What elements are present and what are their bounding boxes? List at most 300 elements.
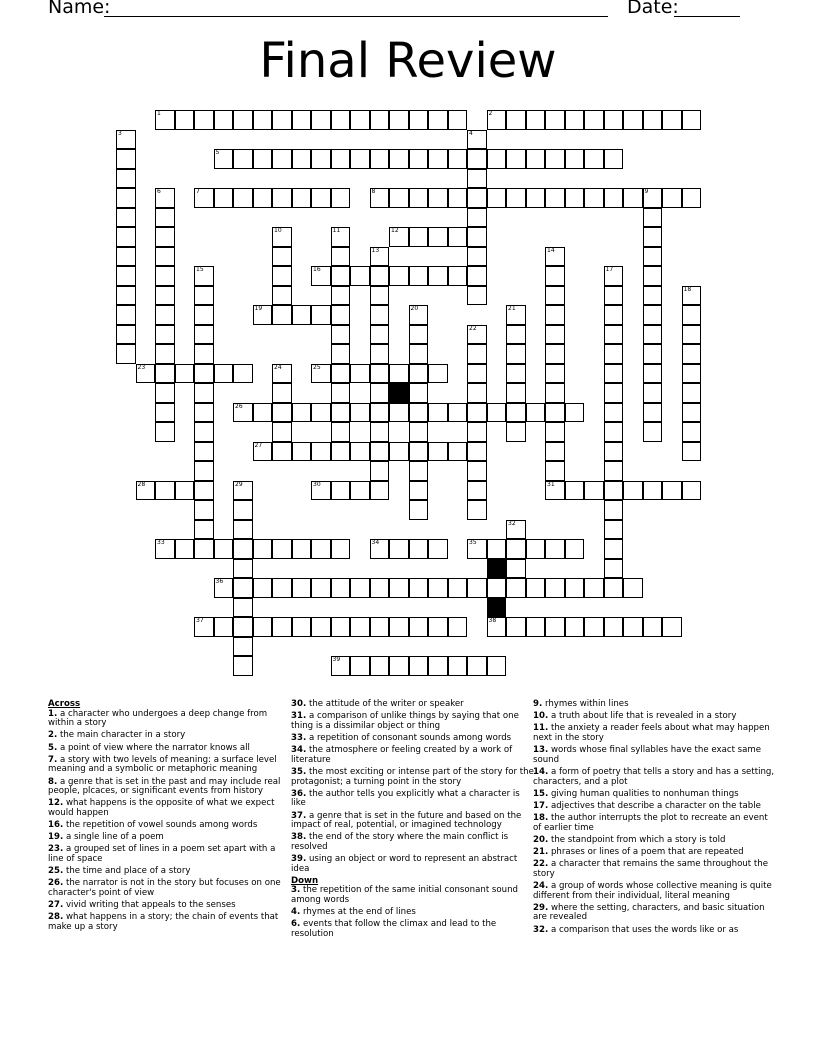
grid-cell[interactable] bbox=[331, 110, 351, 130]
grid-cell[interactable] bbox=[194, 617, 214, 637]
grid-cell[interactable] bbox=[428, 656, 448, 676]
grid-cell[interactable] bbox=[545, 539, 565, 559]
grid-cell[interactable] bbox=[584, 149, 604, 169]
grid-cell[interactable] bbox=[272, 286, 292, 306]
grid-cell[interactable] bbox=[584, 481, 604, 501]
grid-cell[interactable] bbox=[682, 481, 702, 501]
grid-cell[interactable] bbox=[545, 110, 565, 130]
grid-cell[interactable] bbox=[662, 617, 682, 637]
grid-cell[interactable] bbox=[448, 617, 468, 637]
grid-cell[interactable] bbox=[565, 578, 585, 598]
grid-cell[interactable] bbox=[292, 539, 312, 559]
grid-cell[interactable] bbox=[331, 383, 351, 403]
grid-cell[interactable] bbox=[682, 325, 702, 345]
grid-cell[interactable] bbox=[604, 578, 624, 598]
grid-cell[interactable] bbox=[467, 578, 487, 598]
grid-cell[interactable] bbox=[370, 481, 390, 501]
grid-cell[interactable] bbox=[272, 247, 292, 267]
grid-cell[interactable] bbox=[194, 305, 214, 325]
grid-cell[interactable] bbox=[409, 403, 429, 423]
grid-cell[interactable] bbox=[448, 656, 468, 676]
grid-cell[interactable] bbox=[331, 656, 351, 676]
grid-cell[interactable] bbox=[467, 656, 487, 676]
grid-cell[interactable] bbox=[682, 344, 702, 364]
grid-cell[interactable] bbox=[389, 188, 409, 208]
grid-cell[interactable] bbox=[253, 617, 273, 637]
grid-cell[interactable] bbox=[370, 110, 390, 130]
grid-cell[interactable] bbox=[292, 442, 312, 462]
grid-cell[interactable] bbox=[506, 110, 526, 130]
grid-cell[interactable] bbox=[116, 344, 136, 364]
grid-cell[interactable] bbox=[350, 149, 370, 169]
grid-cell[interactable] bbox=[545, 286, 565, 306]
grid-cell[interactable] bbox=[448, 403, 468, 423]
grid-cell[interactable] bbox=[311, 305, 331, 325]
grid-cell[interactable] bbox=[604, 403, 624, 423]
grid-cell[interactable] bbox=[584, 188, 604, 208]
grid-cell[interactable] bbox=[331, 188, 351, 208]
grid-cell[interactable] bbox=[604, 188, 624, 208]
grid-cell[interactable] bbox=[194, 442, 214, 462]
grid-cell[interactable] bbox=[448, 578, 468, 598]
grid-cell[interactable] bbox=[311, 266, 331, 286]
grid-cell[interactable] bbox=[116, 149, 136, 169]
grid-cell[interactable] bbox=[214, 364, 234, 384]
grid-cell[interactable] bbox=[604, 364, 624, 384]
grid-cell[interactable] bbox=[506, 578, 526, 598]
grid-cell[interactable] bbox=[506, 364, 526, 384]
grid-cell[interactable] bbox=[545, 188, 565, 208]
grid-cell[interactable] bbox=[389, 539, 409, 559]
grid-cell[interactable] bbox=[428, 403, 448, 423]
grid-cell[interactable] bbox=[487, 403, 507, 423]
grid-cell[interactable] bbox=[253, 442, 273, 462]
grid-cell[interactable] bbox=[526, 403, 546, 423]
grid-cell[interactable] bbox=[116, 247, 136, 267]
grid-cell[interactable] bbox=[409, 442, 429, 462]
grid-cell[interactable] bbox=[292, 578, 312, 598]
grid-cell[interactable] bbox=[370, 442, 390, 462]
grid-cell[interactable] bbox=[155, 422, 175, 442]
grid-cell[interactable] bbox=[194, 403, 214, 423]
grid-cell[interactable] bbox=[467, 539, 487, 559]
grid-cell[interactable] bbox=[350, 442, 370, 462]
grid-cell[interactable] bbox=[643, 227, 663, 247]
grid-cell[interactable] bbox=[526, 149, 546, 169]
grid-cell[interactable] bbox=[428, 442, 448, 462]
grid-cell[interactable] bbox=[409, 344, 429, 364]
grid-cell[interactable] bbox=[428, 188, 448, 208]
grid-cell[interactable] bbox=[389, 364, 409, 384]
grid-cell[interactable] bbox=[331, 344, 351, 364]
grid-cell[interactable] bbox=[233, 403, 253, 423]
grid-cell[interactable] bbox=[409, 617, 429, 637]
grid-cell[interactable] bbox=[604, 305, 624, 325]
grid-cell[interactable] bbox=[604, 422, 624, 442]
grid-cell[interactable] bbox=[292, 617, 312, 637]
grid-cell[interactable] bbox=[272, 617, 292, 637]
grid-cell[interactable] bbox=[506, 403, 526, 423]
grid-cell[interactable] bbox=[545, 149, 565, 169]
grid-cell[interactable] bbox=[311, 481, 331, 501]
grid-cell[interactable] bbox=[389, 227, 409, 247]
grid-cell[interactable] bbox=[409, 481, 429, 501]
grid-cell[interactable] bbox=[467, 169, 487, 189]
grid-cell[interactable] bbox=[506, 559, 526, 579]
grid-cell[interactable] bbox=[604, 344, 624, 364]
grid-cell[interactable] bbox=[331, 286, 351, 306]
grid-cell[interactable] bbox=[136, 481, 156, 501]
grid-cell[interactable] bbox=[233, 559, 253, 579]
grid-cell[interactable] bbox=[409, 325, 429, 345]
grid-cell[interactable] bbox=[175, 110, 195, 130]
grid-cell[interactable] bbox=[389, 266, 409, 286]
grid-cell[interactable] bbox=[311, 364, 331, 384]
grid-cell[interactable] bbox=[526, 617, 546, 637]
grid-cell[interactable] bbox=[272, 227, 292, 247]
grid-cell[interactable] bbox=[487, 188, 507, 208]
grid-cell[interactable] bbox=[253, 149, 273, 169]
grid-cell[interactable] bbox=[194, 500, 214, 520]
grid-cell[interactable] bbox=[155, 305, 175, 325]
grid-cell[interactable] bbox=[116, 130, 136, 150]
grid-cell[interactable] bbox=[155, 110, 175, 130]
grid-cell[interactable] bbox=[545, 383, 565, 403]
grid-cell[interactable] bbox=[506, 383, 526, 403]
grid-cell[interactable] bbox=[155, 403, 175, 423]
grid-cell[interactable] bbox=[155, 344, 175, 364]
grid-cell[interactable] bbox=[155, 266, 175, 286]
grid-cell[interactable] bbox=[604, 149, 624, 169]
grid-cell[interactable] bbox=[331, 266, 351, 286]
grid-cell[interactable] bbox=[292, 149, 312, 169]
grid-cell[interactable] bbox=[214, 110, 234, 130]
grid-cell[interactable] bbox=[350, 364, 370, 384]
grid-cell[interactable] bbox=[175, 481, 195, 501]
grid-cell[interactable] bbox=[545, 325, 565, 345]
grid-cell[interactable] bbox=[467, 325, 487, 345]
grid-cell[interactable] bbox=[506, 305, 526, 325]
grid-cell[interactable] bbox=[506, 325, 526, 345]
grid-cell[interactable] bbox=[233, 617, 253, 637]
grid-cell[interactable] bbox=[643, 364, 663, 384]
grid-cell[interactable] bbox=[643, 110, 663, 130]
grid-cell[interactable] bbox=[331, 364, 351, 384]
grid-cell[interactable] bbox=[428, 149, 448, 169]
grid-cell[interactable] bbox=[428, 227, 448, 247]
grid-cell[interactable] bbox=[682, 442, 702, 462]
grid-cell[interactable] bbox=[506, 617, 526, 637]
grid-cell[interactable] bbox=[604, 461, 624, 481]
grid-cell[interactable] bbox=[253, 188, 273, 208]
grid-cell[interactable] bbox=[389, 617, 409, 637]
grid-cell[interactable] bbox=[194, 188, 214, 208]
grid-cell[interactable] bbox=[467, 188, 487, 208]
grid-cell[interactable] bbox=[448, 266, 468, 286]
grid-cell[interactable] bbox=[565, 188, 585, 208]
grid-cell[interactable] bbox=[272, 442, 292, 462]
grid-cell[interactable] bbox=[467, 149, 487, 169]
grid-cell[interactable] bbox=[370, 617, 390, 637]
grid-cell[interactable] bbox=[194, 481, 214, 501]
grid-cell[interactable] bbox=[448, 110, 468, 130]
grid-cell[interactable] bbox=[155, 208, 175, 228]
grid-cell[interactable] bbox=[545, 422, 565, 442]
grid-cell[interactable] bbox=[448, 227, 468, 247]
grid-cell[interactable] bbox=[604, 520, 624, 540]
grid-cell[interactable] bbox=[272, 578, 292, 598]
grid-cell[interactable] bbox=[370, 422, 390, 442]
grid-cell[interactable] bbox=[643, 208, 663, 228]
grid-cell[interactable] bbox=[311, 403, 331, 423]
grid-cell[interactable] bbox=[682, 305, 702, 325]
grid-cell[interactable] bbox=[370, 539, 390, 559]
grid-cell[interactable] bbox=[604, 500, 624, 520]
grid-cell[interactable] bbox=[526, 188, 546, 208]
grid-cell[interactable] bbox=[331, 247, 351, 267]
grid-cell[interactable] bbox=[506, 188, 526, 208]
grid-cell[interactable] bbox=[194, 461, 214, 481]
grid-cell[interactable] bbox=[506, 520, 526, 540]
grid-cell[interactable] bbox=[155, 286, 175, 306]
grid-cell[interactable] bbox=[116, 325, 136, 345]
grid-cell[interactable] bbox=[233, 637, 253, 657]
grid-cell[interactable] bbox=[175, 539, 195, 559]
grid-cell[interactable] bbox=[643, 617, 663, 637]
grid-cell[interactable] bbox=[155, 227, 175, 247]
grid-cell[interactable] bbox=[409, 305, 429, 325]
grid-cell[interactable] bbox=[194, 422, 214, 442]
grid-cell[interactable] bbox=[487, 656, 507, 676]
grid-cell[interactable] bbox=[155, 481, 175, 501]
grid-cell[interactable] bbox=[506, 539, 526, 559]
grid-cell[interactable] bbox=[233, 364, 253, 384]
grid-cell[interactable] bbox=[214, 188, 234, 208]
grid-cell[interactable] bbox=[467, 461, 487, 481]
grid-cell[interactable] bbox=[331, 305, 351, 325]
grid-cell[interactable] bbox=[194, 286, 214, 306]
grid-cell[interactable] bbox=[409, 227, 429, 247]
grid-cell[interactable] bbox=[682, 188, 702, 208]
grid-cell[interactable] bbox=[467, 383, 487, 403]
grid-cell[interactable] bbox=[116, 227, 136, 247]
grid-cell[interactable] bbox=[467, 500, 487, 520]
grid-cell[interactable] bbox=[545, 442, 565, 462]
grid-cell[interactable] bbox=[155, 188, 175, 208]
grid-cell[interactable] bbox=[155, 247, 175, 267]
grid-cell[interactable] bbox=[604, 266, 624, 286]
grid-cell[interactable] bbox=[643, 481, 663, 501]
grid-cell[interactable] bbox=[331, 481, 351, 501]
grid-cell[interactable] bbox=[682, 286, 702, 306]
grid-cell[interactable] bbox=[467, 364, 487, 384]
grid-cell[interactable] bbox=[409, 578, 429, 598]
grid-cell[interactable] bbox=[565, 481, 585, 501]
grid-cell[interactable] bbox=[545, 344, 565, 364]
grid-cell[interactable] bbox=[604, 559, 624, 579]
grid-cell[interactable] bbox=[604, 110, 624, 130]
grid-cell[interactable] bbox=[233, 656, 253, 676]
grid-cell[interactable] bbox=[428, 539, 448, 559]
grid-cell[interactable] bbox=[331, 403, 351, 423]
grid-cell[interactable] bbox=[194, 364, 214, 384]
grid-cell[interactable] bbox=[272, 364, 292, 384]
grid-cell[interactable] bbox=[506, 422, 526, 442]
grid-cell[interactable] bbox=[526, 578, 546, 598]
grid-cell[interactable] bbox=[604, 617, 624, 637]
grid-cell[interactable] bbox=[545, 364, 565, 384]
grid-cell[interactable] bbox=[331, 227, 351, 247]
grid-cell[interactable] bbox=[448, 149, 468, 169]
grid-cell[interactable] bbox=[331, 442, 351, 462]
grid-cell[interactable] bbox=[545, 578, 565, 598]
grid-cell[interactable] bbox=[409, 110, 429, 130]
grid-cell[interactable] bbox=[370, 461, 390, 481]
grid-cell[interactable] bbox=[272, 403, 292, 423]
grid-cell[interactable] bbox=[409, 500, 429, 520]
grid-cell[interactable] bbox=[389, 442, 409, 462]
grid-cell[interactable] bbox=[350, 578, 370, 598]
grid-cell[interactable] bbox=[487, 539, 507, 559]
grid-cell[interactable] bbox=[253, 110, 273, 130]
grid-cell[interactable] bbox=[643, 286, 663, 306]
grid-cell[interactable] bbox=[409, 364, 429, 384]
grid-cell[interactable] bbox=[623, 188, 643, 208]
grid-cell[interactable] bbox=[604, 286, 624, 306]
grid-cell[interactable] bbox=[604, 442, 624, 462]
grid-cell[interactable] bbox=[604, 539, 624, 559]
grid-cell[interactable] bbox=[409, 461, 429, 481]
grid-cell[interactable] bbox=[331, 149, 351, 169]
grid-cell[interactable] bbox=[506, 149, 526, 169]
grid-cell[interactable] bbox=[409, 188, 429, 208]
grid-cell[interactable] bbox=[565, 110, 585, 130]
grid-cell[interactable] bbox=[194, 383, 214, 403]
grid-cell[interactable] bbox=[643, 188, 663, 208]
grid-cell[interactable] bbox=[526, 539, 546, 559]
grid-cell[interactable] bbox=[565, 539, 585, 559]
grid-cell[interactable] bbox=[643, 266, 663, 286]
grid-cell[interactable] bbox=[331, 617, 351, 637]
grid-cell[interactable] bbox=[292, 188, 312, 208]
grid-cell[interactable] bbox=[623, 617, 643, 637]
grid-cell[interactable] bbox=[233, 188, 253, 208]
grid-cell[interactable] bbox=[682, 403, 702, 423]
grid-cell[interactable] bbox=[487, 110, 507, 130]
grid-cell[interactable] bbox=[233, 539, 253, 559]
grid-cell[interactable] bbox=[155, 539, 175, 559]
grid-cell[interactable] bbox=[428, 110, 448, 130]
grid-cell[interactable] bbox=[311, 188, 331, 208]
grid-cell[interactable] bbox=[662, 110, 682, 130]
grid-cell[interactable] bbox=[331, 422, 351, 442]
grid-cell[interactable] bbox=[350, 656, 370, 676]
grid-cell[interactable] bbox=[233, 149, 253, 169]
grid-cell[interactable] bbox=[233, 110, 253, 130]
grid-cell[interactable] bbox=[311, 578, 331, 598]
grid-cell[interactable] bbox=[565, 617, 585, 637]
grid-cell[interactable] bbox=[370, 247, 390, 267]
grid-cell[interactable] bbox=[116, 286, 136, 306]
grid-cell[interactable] bbox=[623, 578, 643, 598]
grid-cell[interactable] bbox=[370, 188, 390, 208]
grid-cell[interactable] bbox=[409, 383, 429, 403]
grid-cell[interactable] bbox=[623, 481, 643, 501]
grid-cell[interactable] bbox=[233, 598, 253, 618]
grid-cell[interactable] bbox=[214, 539, 234, 559]
grid-cell[interactable] bbox=[428, 578, 448, 598]
grid-cell[interactable] bbox=[116, 188, 136, 208]
grid-cell[interactable] bbox=[194, 325, 214, 345]
grid-cell[interactable] bbox=[272, 422, 292, 442]
grid-cell[interactable] bbox=[116, 266, 136, 286]
grid-cell[interactable] bbox=[116, 305, 136, 325]
grid-cell[interactable] bbox=[155, 383, 175, 403]
grid-cell[interactable] bbox=[487, 617, 507, 637]
grid-cell[interactable] bbox=[155, 364, 175, 384]
grid-cell[interactable] bbox=[584, 578, 604, 598]
grid-cell[interactable] bbox=[545, 266, 565, 286]
grid-cell[interactable] bbox=[233, 520, 253, 540]
grid-cell[interactable] bbox=[214, 578, 234, 598]
grid-cell[interactable] bbox=[350, 266, 370, 286]
grid-cell[interactable] bbox=[467, 481, 487, 501]
grid-cell[interactable] bbox=[370, 305, 390, 325]
grid-cell[interactable] bbox=[545, 617, 565, 637]
grid-cell[interactable] bbox=[233, 578, 253, 598]
grid-cell[interactable] bbox=[604, 325, 624, 345]
grid-cell[interactable] bbox=[409, 539, 429, 559]
grid-cell[interactable] bbox=[409, 656, 429, 676]
grid-cell[interactable] bbox=[565, 403, 585, 423]
grid-cell[interactable] bbox=[272, 266, 292, 286]
grid-cell[interactable] bbox=[467, 266, 487, 286]
grid-cell[interactable] bbox=[682, 422, 702, 442]
grid-cell[interactable] bbox=[214, 617, 234, 637]
grid-cell[interactable] bbox=[311, 617, 331, 637]
grid-cell[interactable] bbox=[370, 364, 390, 384]
grid-cell[interactable] bbox=[272, 383, 292, 403]
grid-cell[interactable] bbox=[467, 344, 487, 364]
grid-cell[interactable] bbox=[448, 442, 468, 462]
grid-cell[interactable] bbox=[370, 383, 390, 403]
grid-cell[interactable] bbox=[311, 539, 331, 559]
grid-cell[interactable] bbox=[350, 481, 370, 501]
grid-cell[interactable] bbox=[253, 578, 273, 598]
grid-cell[interactable] bbox=[331, 578, 351, 598]
grid-cell[interactable] bbox=[389, 149, 409, 169]
grid-cell[interactable] bbox=[350, 617, 370, 637]
grid-cell[interactable] bbox=[370, 403, 390, 423]
grid-cell[interactable] bbox=[116, 208, 136, 228]
grid-cell[interactable] bbox=[331, 539, 351, 559]
grid-cell[interactable] bbox=[428, 364, 448, 384]
grid-cell[interactable] bbox=[389, 403, 409, 423]
grid-cell[interactable] bbox=[467, 286, 487, 306]
grid-cell[interactable] bbox=[233, 481, 253, 501]
grid-cell[interactable] bbox=[584, 110, 604, 130]
grid-cell[interactable] bbox=[604, 481, 624, 501]
grid-cell[interactable] bbox=[389, 578, 409, 598]
grid-cell[interactable] bbox=[467, 130, 487, 150]
grid-cell[interactable] bbox=[584, 617, 604, 637]
grid-cell[interactable] bbox=[350, 403, 370, 423]
grid-cell[interactable] bbox=[545, 305, 565, 325]
grid-cell[interactable] bbox=[272, 110, 292, 130]
grid-cell[interactable] bbox=[643, 305, 663, 325]
grid-cell[interactable] bbox=[370, 656, 390, 676]
grid-cell[interactable] bbox=[214, 149, 234, 169]
